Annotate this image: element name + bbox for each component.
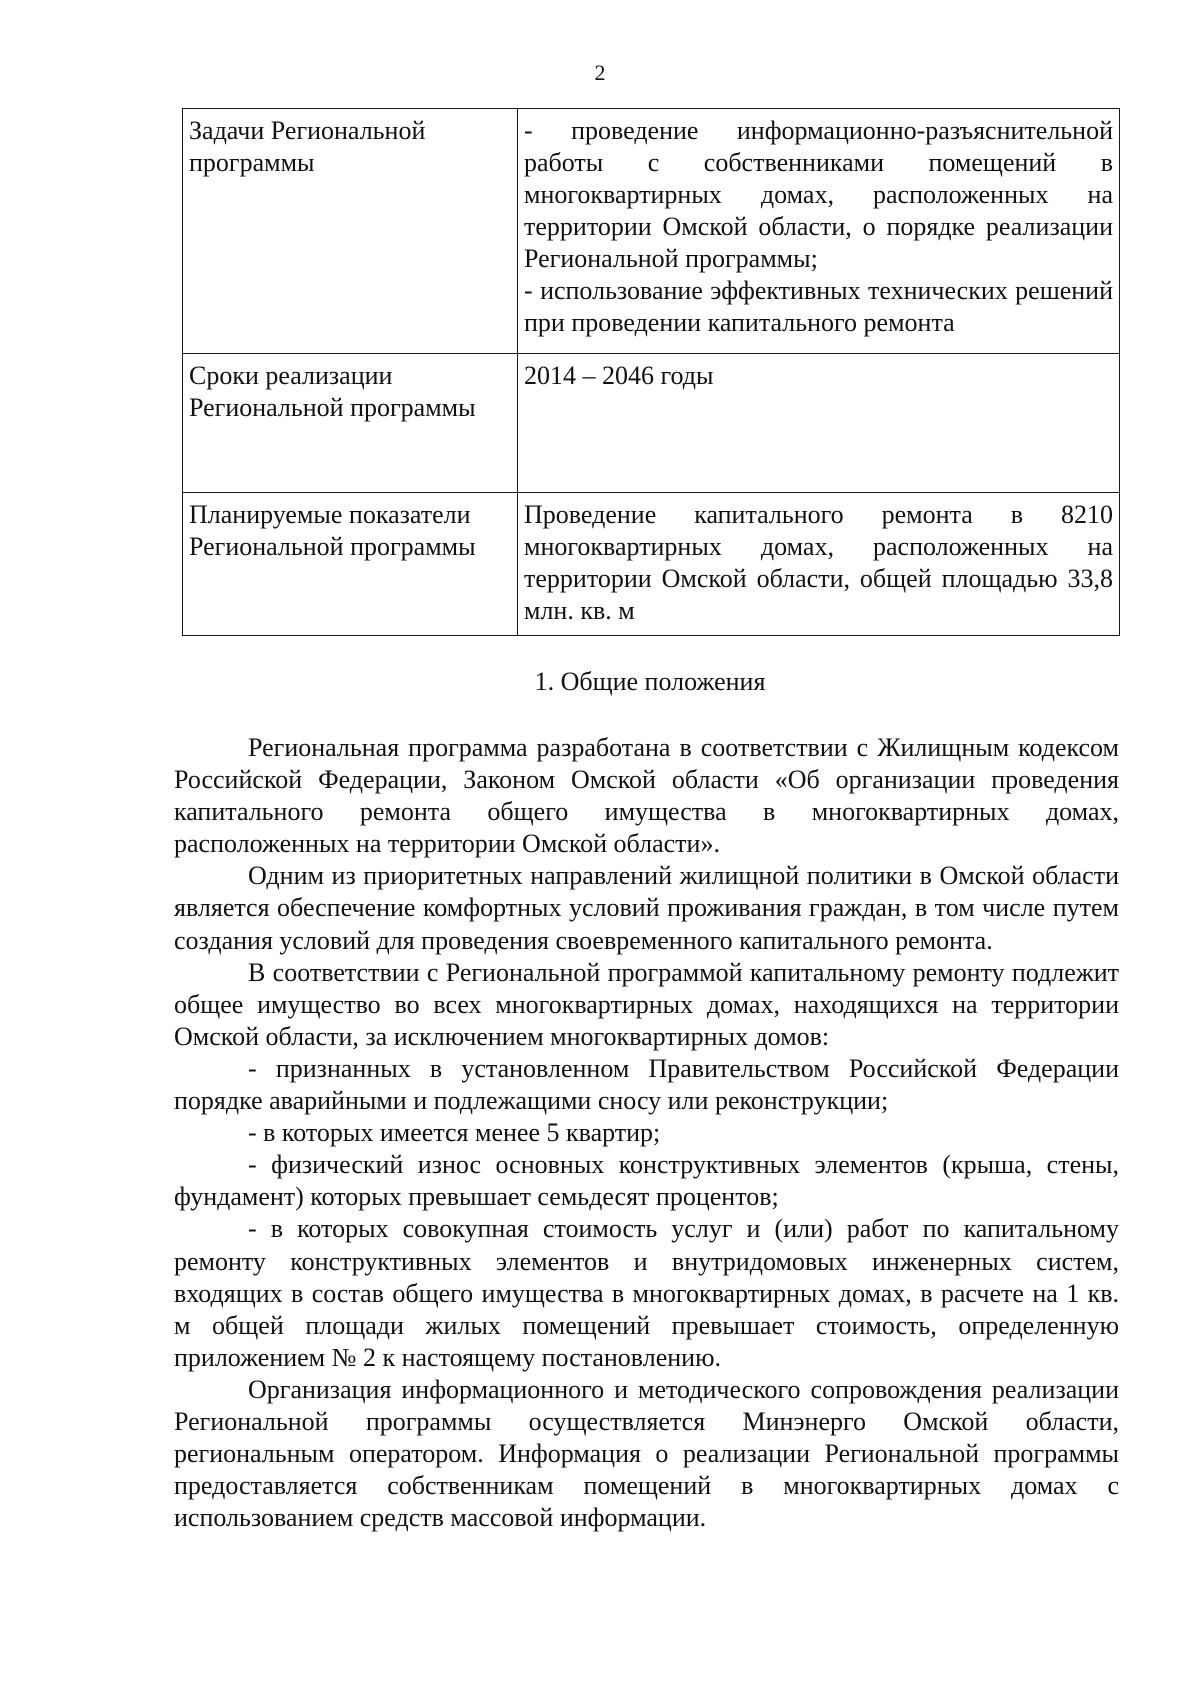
- table-cell-value-terms: [518, 354, 1120, 493]
- section-title-text: 1. Общие положения: [534, 667, 766, 696]
- table-cell-label-terms: Сроки реализации Региональной программы: [183, 354, 518, 493]
- paragraph-3: В соответствии с Региональной программой капитальному ремонту подлежит общее имущество во всех многоквартирных домах, находящихся на территории Омской области, за исключением многоквартирных домов:: [174, 957, 1119, 1051]
- terms-item: 2014 – 2046 годы: [524, 361, 714, 390]
- table-row-indicators: [183, 493, 1120, 636]
- exclusion-item-2: - в которых имеется менее 5 квартир;: [248, 1118, 661, 1148]
- program-passport-table: [182, 108, 1120, 636]
- table-row-terms: [183, 354, 1120, 493]
- table-cell-value-tasks: [518, 109, 1120, 354]
- exclusion-item-4: - в которых совокупная стоимость услуг и (или) работ по капитальному ремонту конструктивных элементов и внутридомовых инженерных систем, входящих в состав общего имущества в многоквартирных домах, в расчете на 1 кв. м общей площади жилых помещений превышает стоимость, определенную приложением № 2 к настоящему постановлению.: [174, 1214, 1119, 1372]
- table-cell-label-tasks: Задачи Региональной программы: [183, 109, 518, 354]
- paragraph-4: Организация информационного и методического сопровождения реализации Региональной программы осуществляется Минэнерго Омской области, региональным оператором. Информация о реализации Региональной программы предоставляется собственникам помещений в многоквартирных домах с использованием средств массовой информации.: [174, 1374, 1119, 1533]
- section-body: [174, 732, 1119, 1534]
- tasks-item-2: - использование эффективных технических решений при проведении капитального ремонта: [524, 276, 1113, 337]
- section-title: [0, 666, 1200, 698]
- paragraph-1: Региональная программа разработана в соответствии с Жилищным кодексом Российской Федерации, Законом Омской области «Об организации проведения капитального ремонта общего имущества в многоквартирных домах, расположенных на территории Омской области».: [174, 733, 1119, 859]
- page-number: 2: [594, 60, 606, 85]
- exclusion-item-3: - физический износ основных конструктивных элементов (крыша, стены, фундамент) которых превышает семьдесят процентов;: [174, 1150, 1119, 1212]
- exclusion-item-1: - признанных в установленном Правительством Российской Федерации порядке аварийными и подлежащими сносу или реконструкции;: [174, 1053, 1119, 1116]
- paragraph-2: Одним из приоритетных направлений жилищной политики в Омской области является обеспечение комфортных условий проживания граждан, в том числе путем создания условий для проведения своевременного капитального ремонта.: [174, 861, 1119, 955]
- indicators-item: Проведение капитального ремонта в 8210 многоквартирных домах, расположенных на территории Омской области, общей площадью 33,8 млн. кв. м: [524, 500, 1113, 625]
- table-cell-label-indicators: Планируемые показатели Региональной программы: [183, 493, 518, 636]
- table-row-tasks: [183, 109, 1120, 354]
- table-cell-value-indicators: [518, 493, 1120, 636]
- tasks-item-1: - проведение информационно-разъяснительной работы с собственниками помещений в многоквартирных домах, расположенных на территории Омской области, о порядке реализации Региональной программы;: [524, 116, 1113, 273]
